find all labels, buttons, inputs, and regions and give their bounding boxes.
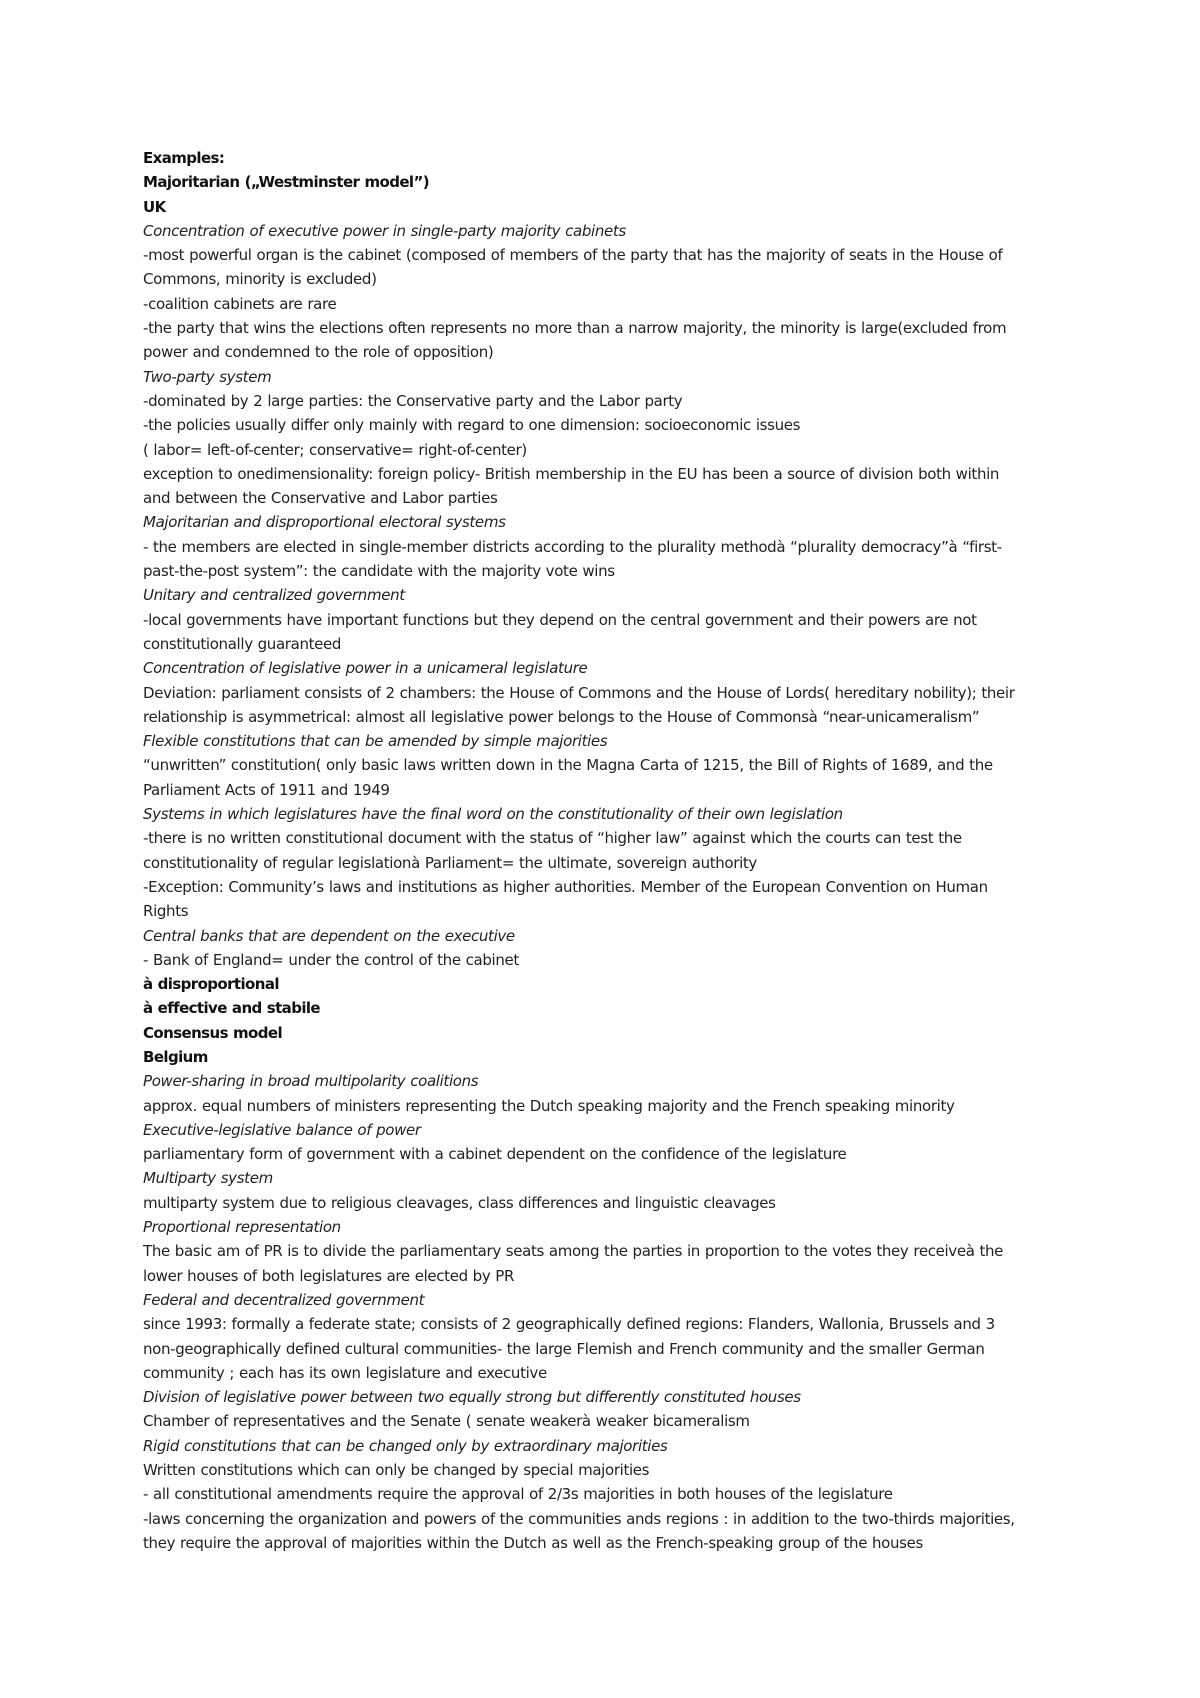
text-line: -Exception: Community’s laws and institutions as higher authorities. Member of the European Convention on Human — [143, 877, 988, 896]
document-page — [143, 146, 1143, 1555]
text-line: approx. equal numbers of ministers representing the Dutch speaking majority and the French speaking minority — [143, 1096, 955, 1115]
text-line: Chamber of representatives and the Senate ( senate weakerà weaker bicameralism — [143, 1412, 750, 1431]
subheading-line: Concentration of executive power in single-party majority cabinets — [143, 221, 626, 240]
subheading-line: Multiparty system — [143, 1169, 273, 1188]
text-line: multiparty system due to religious cleavages, class differences and linguistic cleavages — [143, 1193, 776, 1212]
text-line: -laws concerning the organization and powers of the communities ands regions : in addition to the two-thirds majorities, — [143, 1509, 1015, 1528]
text-line: ( labor= left-of-center; conservative= right-of-center) — [143, 440, 527, 459]
subheading-line: Executive-legislative balance of power — [143, 1120, 421, 1139]
heading-line: Consensus model — [143, 1023, 283, 1042]
text-line: and between the Conservative and Labor parties — [143, 489, 498, 508]
subheading-line: Systems in which legislatures have the final word on the constitutionality of their own legislation — [143, 805, 843, 824]
heading-line: à disproportional — [143, 975, 279, 994]
text-line: non-geographically defined cultural communities- the large Flemish and French community and the smaller German — [143, 1339, 985, 1358]
heading-line: Belgium — [143, 1047, 208, 1066]
text-line: they require the approval of majorities within the Dutch as well as the French-speaking group of the houses — [143, 1533, 923, 1552]
text-line: - the members are elected in single-member districts according to the plurality methodà “plurality democracy”à “first- — [143, 537, 1002, 556]
text-line: “unwritten” constitution( only basic laws written down in the Magna Carta of 1215, the Bill of Rights of 1689, and the — [143, 756, 993, 775]
subheading-line: Concentration of legislative power in a unicameral legislature — [143, 659, 588, 678]
subheading-line: Power-sharing in broad multipolarity coalitions — [143, 1072, 479, 1091]
heading-line: UK — [143, 197, 166, 216]
text-line: community ; each has its own legislature and executive — [143, 1363, 547, 1382]
subheading-line: Rigid constitutions that can be changed only by extraordinary majorities — [143, 1436, 668, 1455]
text-line: constitutionally guaranteed — [143, 634, 342, 653]
text-line: -the party that wins the elections often represents no more than a narrow majority, the minority is large(excluded from — [143, 319, 1007, 338]
document-body — [143, 146, 1143, 1555]
text-line: power and condemned to the role of opposition) — [143, 343, 494, 362]
subheading-line: Two-party system — [143, 367, 272, 386]
text-line: -dominated by 2 large parties: the Conservative party and the Labor party — [143, 391, 683, 410]
text-line: since 1993: formally a federate state; consists of 2 geographically defined regions: Flanders, Wallonia, Brussels and 3 — [143, 1315, 995, 1334]
text-line: - all constitutional amendments require the approval of 2/3s majorities in both houses of the legislature — [143, 1485, 893, 1504]
subheading-line: Majoritarian and disproportional electoral systems — [143, 513, 506, 532]
subheading-line: Proportional representation — [143, 1218, 341, 1237]
text-line: -coalition cabinets are rare — [143, 294, 337, 313]
text-line: - Bank of England= under the control of the cabinet — [143, 950, 519, 969]
text-line: -local governments have important functions but they depend on the central government and their powers are not — [143, 610, 977, 629]
text-line: lower houses of both legislatures are elected by PR — [143, 1266, 515, 1285]
text-line: Parliament Acts of 1911 and 1949 — [143, 780, 390, 799]
text-line: relationship is asymmetrical: almost all legislative power belongs to the House of Commonsà “near-unicameralism” — [143, 707, 980, 726]
heading-line: Majoritarian („Westminster model”) — [143, 173, 429, 192]
text-line: Deviation: parliament consists of 2 chambers: the House of Commons and the House of Lords( hereditary nobility); their — [143, 683, 1015, 702]
heading-line: Examples: — [143, 149, 225, 167]
text-line: constitutionality of regular legislationà Parliament= the ultimate, sovereign authority — [143, 853, 757, 872]
subheading-line: Flexible constitutions that can be amended by simple majorities — [143, 732, 608, 751]
subheading-line: Division of legislative power between two equally strong but differently constituted houses — [143, 1388, 801, 1407]
text-line: Rights — [143, 902, 189, 921]
text-line: Commons, minority is excluded) — [143, 270, 377, 289]
text-line: Written constitutions which can only be changed by special majorities — [143, 1461, 650, 1480]
heading-line: à effective and stabile — [143, 999, 320, 1018]
subheading-line: Unitary and centralized government — [143, 586, 405, 605]
text-line: -most powerful organ is the cabinet (composed of members of the party that has the majority of seats in the House of — [143, 246, 1003, 265]
subheading-line: Federal and decentralized government — [143, 1290, 425, 1309]
text-line: The basic am of PR is to divide the parliamentary seats among the parties in proportion to the votes they receiveà the — [143, 1242, 1004, 1261]
text-line: parliamentary form of government with a cabinet dependent on the confidence of the legislature — [143, 1145, 847, 1164]
text-line: -the policies usually differ only mainly with regard to one dimension: socioeconomic issues — [143, 416, 801, 435]
subheading-line: Central banks that are dependent on the executive — [143, 926, 515, 945]
text-line: past-the-post system”: the candidate with the majority vote wins — [143, 562, 615, 581]
text-line: -there is no written constitutional document with the status of “higher law” against which the courts can test the — [143, 829, 962, 848]
text-line: exception to onedimensionality: foreign policy- British membership in the EU has been a source of division both within — [143, 464, 1000, 483]
